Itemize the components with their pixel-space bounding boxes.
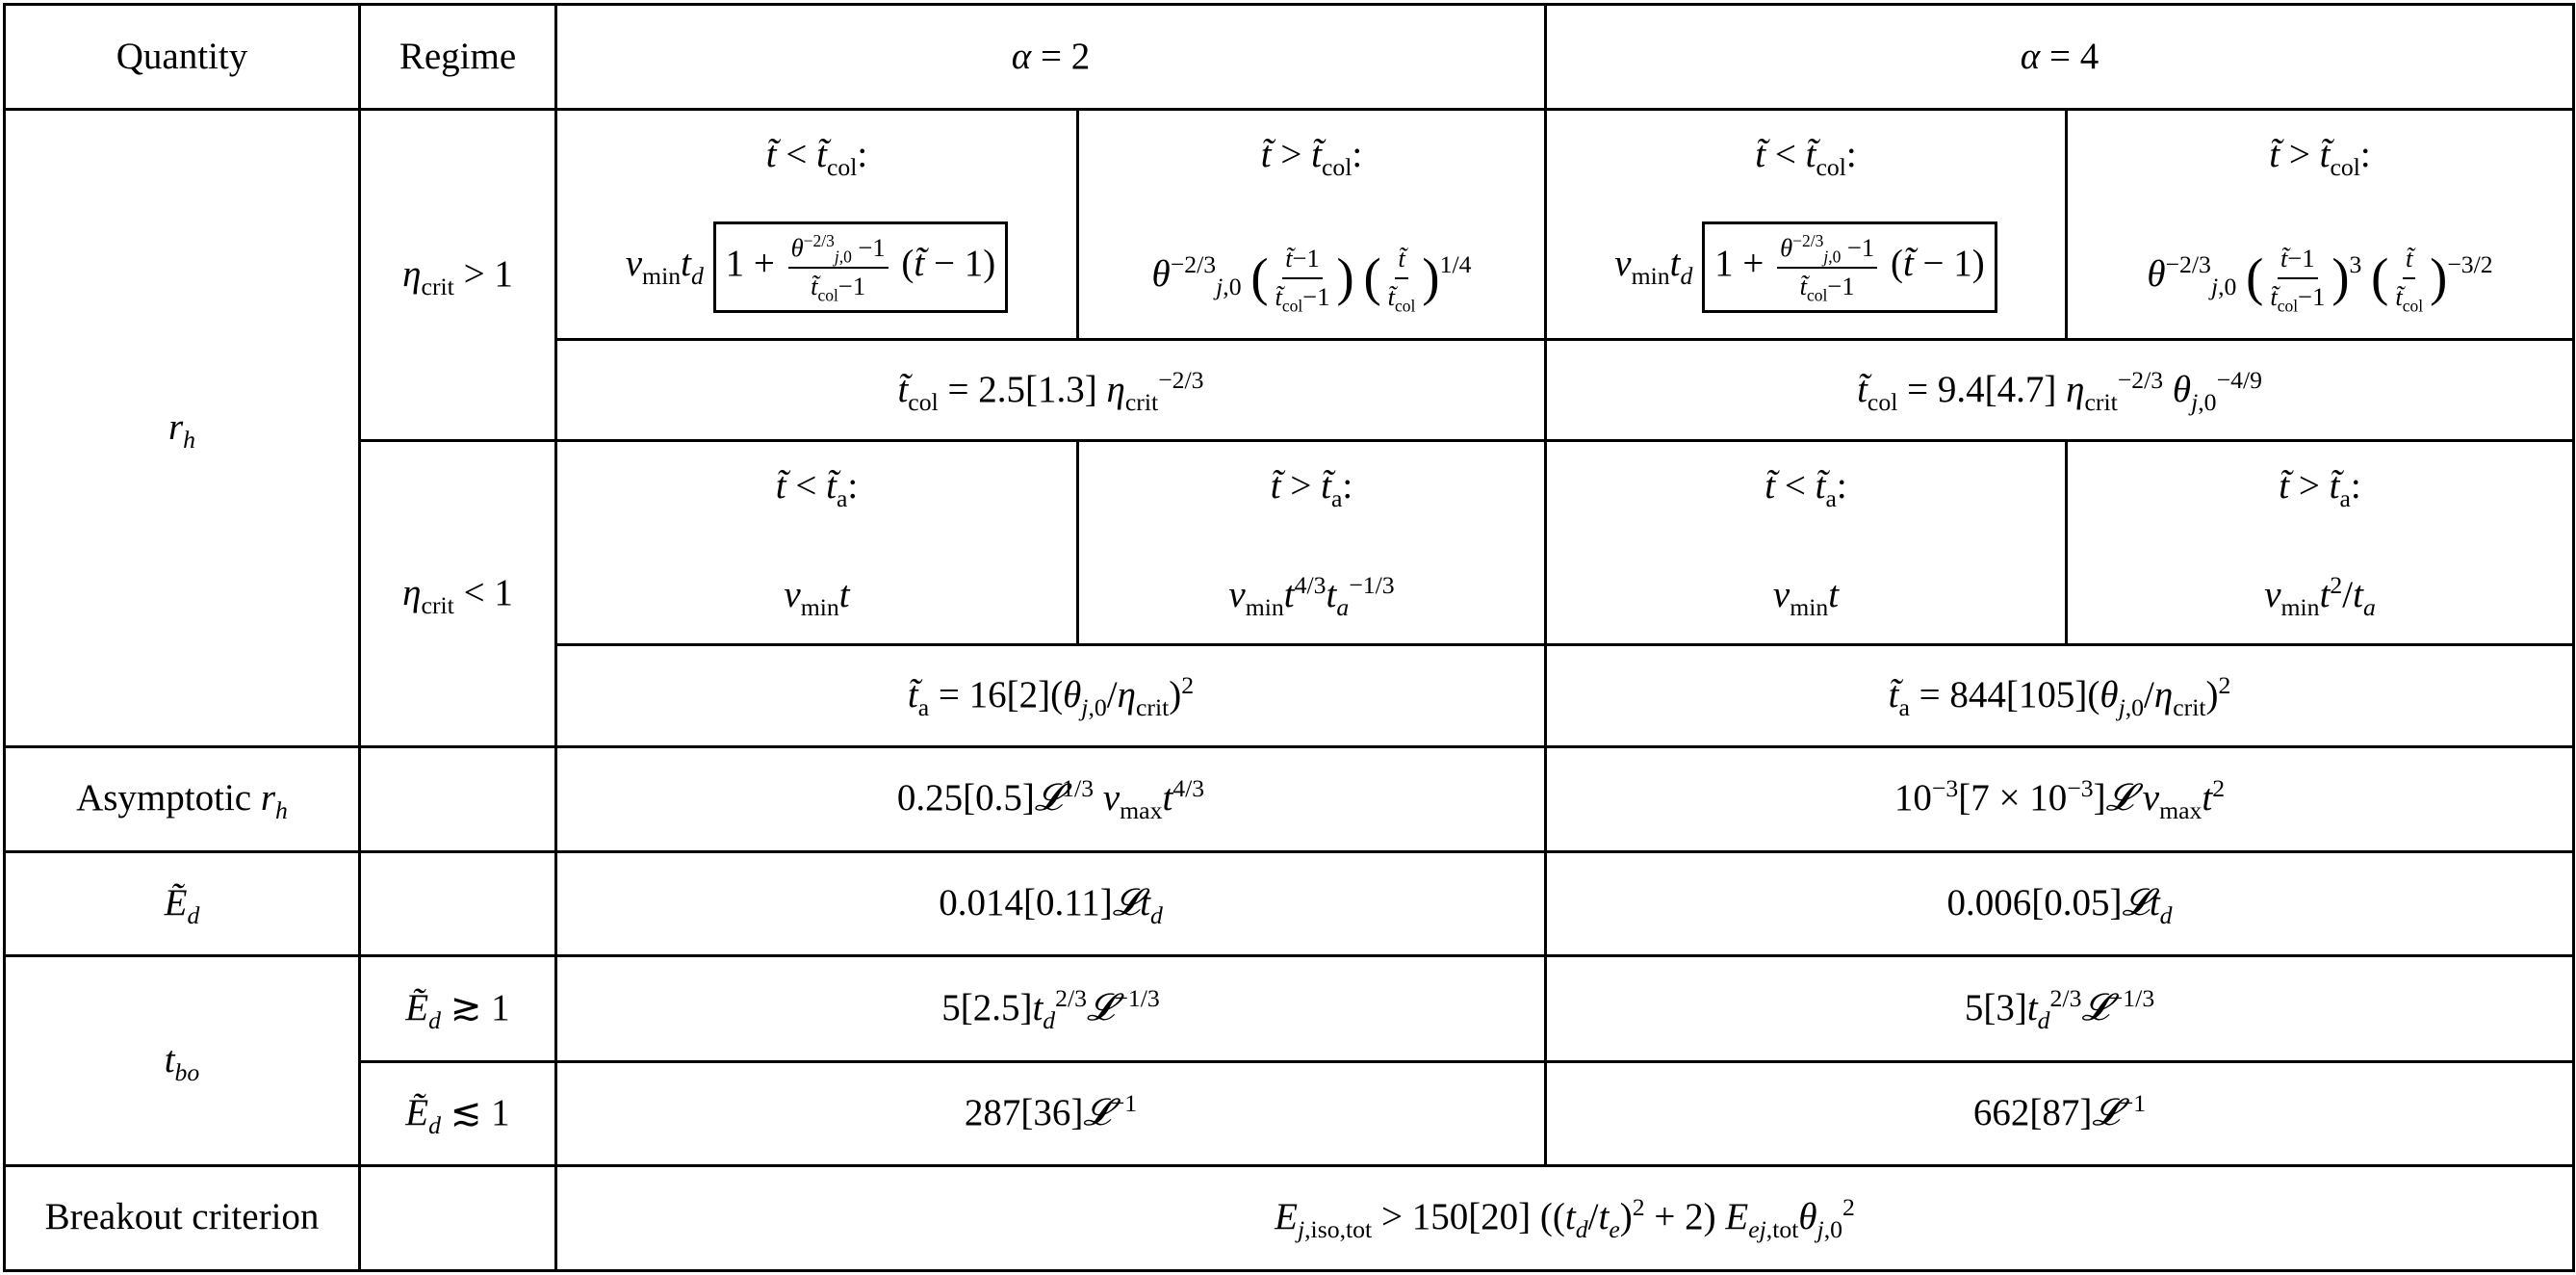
rh-a2-high-before-expr: $v_{min}t_d$ 1 + $\frac{\theta^{-2/3}_{j,0} -1}{t̃_{col}-1}$ (t̃ − 1) <box>626 221 1009 312</box>
breakout-label: Breakout criterion <box>5 1165 360 1270</box>
rh-a4-low-after <box>2067 441 2574 645</box>
asymptotic-label: Asymptotic $r_h$ <box>5 746 360 851</box>
breakout-row <box>5 1165 2574 1270</box>
rh-a2-high-after <box>1078 110 1546 340</box>
breakout-regime <box>360 1165 556 1270</box>
rh-a4-high-after-cond: t̃ > $t̃_{col}$: <box>2269 134 2371 182</box>
rh-a2-low-before <box>556 441 1078 645</box>
ed-regime <box>360 851 556 955</box>
rh-a4-low-before-expr: $v_{min}t$ <box>1772 573 1840 621</box>
rh-a4-ta: $t̃_a = 844[105](\theta_{j,0}/\eta_{crit})^2$ <box>1546 645 2574 746</box>
rh-a4-high-before <box>1546 110 2067 340</box>
rh-a4-high-after <box>2067 110 2574 340</box>
ed-a4: 0.006[0.05]𝓛t$_d$ <box>1546 851 2574 955</box>
breakout-expr: $E_{j,iso,tot} > 150[20] ((t_d/t_e)^2 + 2)$ $E_{ej,tot}\theta_{j,0}^2$ <box>556 1165 2574 1270</box>
tbo-a2-low: 287[36]𝓛$^{-1}$ <box>556 1062 1546 1165</box>
rh-a4-high-after-expr: $\theta^{-2/3}_{j,0}$ ( $\frac{t̃-1}{t̃_{col}-1}$ )$^3$ ( $\frac{t̃}{t̃_{col}}$ )$^{-3/2}$ <box>2147 244 2493 315</box>
results-table <box>3 3 2575 1272</box>
header-alpha-4: α = 4 <box>1546 5 2574 110</box>
rh-a4-low-before-cond: t̃ < $t̃_a$: <box>1765 465 1847 512</box>
rh-a2-low-after-cond: t̃ > $t̃_a$: <box>1270 465 1353 512</box>
tbo-regime-high: Ẽ$_d$ ≳ 1 <box>360 956 556 1062</box>
tbo-a4-low: 662[87]𝓛$^{-1}$ <box>1546 1062 2574 1165</box>
rh-a2-low-after-expr: $v_{min}t^{4/3}t_a^{-1/3}$ <box>1228 570 1395 621</box>
rh-a2-high-after-expr: $\theta^{-2/3}_{j,0}$ ( $\frac{t̃-1}{t̃_{col}-1}$ ) ( $\frac{t̃}{t̃_{col}}$ )$^{1/4}$ <box>1151 244 1472 315</box>
rh-a2-high-before <box>556 110 1078 340</box>
header-alpha-2: α = 2 <box>556 5 1546 110</box>
rh-a2-low-before-cond: t̃ < $t̃_a$: <box>775 465 859 512</box>
rh-a2-high-before-cond: t̃ < $t̃_{col}$: <box>765 134 868 182</box>
rh-regime-low: $\eta_{crit} < 1$ <box>360 441 556 747</box>
tbo-a4-high: $5[3]t_d^{2/3}𝓛^{-1/3}$ <box>1546 956 2574 1062</box>
rh-label: $r_h$ <box>5 110 360 746</box>
rh-a4-low-after-expr: $v_{min}t^2/t_a$ <box>2264 570 2376 621</box>
rh-a2-high-after-cond: t̃ > $t̃_{col}$: <box>1260 134 1363 182</box>
asymptotic-a2: 0.25[0.5]𝓛$^{1/3}$ $v_{max}t^{4/3}$ <box>556 746 1546 851</box>
rh-regime-high: $\eta_{crit} > 1$ <box>360 110 556 441</box>
rh-high-piecewise-row <box>5 110 2574 340</box>
asymptotic-row <box>5 746 2574 851</box>
rh-a2-low-before-expr: $v_{min}t$ <box>784 573 850 621</box>
ed-a2: 0.014[0.11]𝓛t$_d$ <box>556 851 1546 955</box>
ed-row <box>5 851 2574 955</box>
tbo-label: $t_{bo}$ <box>5 956 360 1165</box>
tbo-low-row <box>5 1062 2574 1165</box>
ed-label: Ẽ$_d$ <box>5 851 360 955</box>
asymptotic-a4: $10^{-3}[7$ × $10^{-3}]𝓛$ $v_{max}t^2$ <box>1546 746 2574 851</box>
rh-a4-high-before-cond: t̃ < $t̃_{col}$: <box>1755 134 1857 182</box>
rh-a2-tcol: $t̃_{col} = 2.5[1.3]$ $\eta_{crit}^{-2/3}$ <box>556 339 1546 440</box>
asymptotic-regime <box>360 746 556 851</box>
rh-low-piecewise-row <box>5 441 2574 645</box>
rh-a4-low-before <box>1546 441 2067 645</box>
rh-a4-low-after-cond: t̃ > $t̃_a$: <box>2279 465 2361 512</box>
tbo-high-row <box>5 956 2574 1062</box>
header-row <box>5 5 2574 110</box>
rh-a2-low-after <box>1078 441 1546 645</box>
rh-a4-tcol: $t̃_{col} = 9.4[4.7]$ $\eta_{crit}^{-2/3}$ $\theta_{j,0}^{-4/9}$ <box>1546 339 2574 440</box>
rh-a2-ta: $t̃_a = 16[2](\theta_{j,0}/\eta_{crit})^2$ <box>556 645 1546 746</box>
tbo-a2-high: $5[2.5]t_d^{2/3}𝓛^{-1/3}$ <box>556 956 1546 1062</box>
tbo-regime-low: Ẽ$_d$ ≲ 1 <box>360 1062 556 1165</box>
header-quantity: Quantity <box>5 5 360 110</box>
rh-a4-high-before-expr: $v_{min}t_d$ 1 + $\frac{\theta^{-2/3}_{j,0} -1}{t̃_{col}-1}$ (t̃ − 1) <box>1614 221 1997 312</box>
header-regime: Regime <box>360 5 556 110</box>
